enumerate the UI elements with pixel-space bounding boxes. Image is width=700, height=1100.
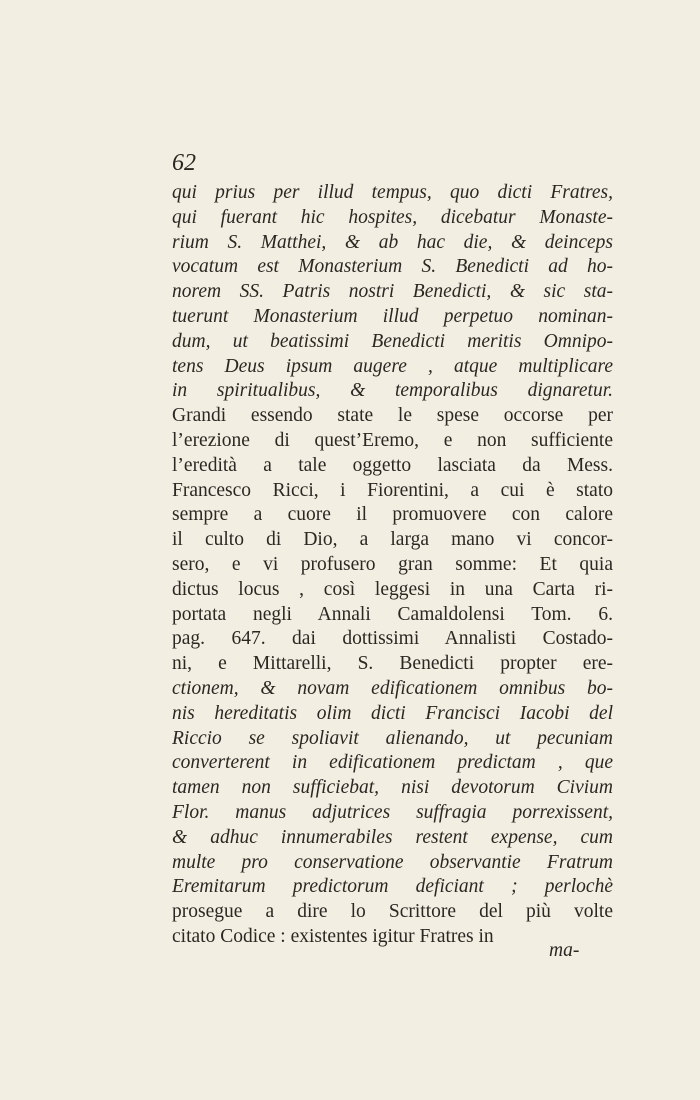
text-line: norem SS. Patris nostri Benedicti, & sic sta- <box>172 281 613 303</box>
text-line: tens Deus ipsum augere , atque multiplicare <box>172 355 613 377</box>
text-line: dum, ut beatissimi Benedicti meritis Omnipo- <box>172 330 613 352</box>
text-line: multe pro conservatione observantie Fratrum <box>172 851 613 873</box>
page-number: 62 <box>172 150 196 176</box>
text-line: Flor. manus adjutrices suffragia porrexissent, <box>172 801 613 823</box>
text-line: qui fuerant hic hospites, dicebatur Monaste- <box>172 206 613 228</box>
text-line: l’eredità a tale oggetto lasciata da Mess. <box>172 454 613 476</box>
text-line: citato Codice : existentes igitur Fratres in <box>172 925 494 947</box>
text-line: sero, e vi profusero gran somme: Et quia <box>172 553 613 575</box>
text-line: converterent in edificationem predictam , que <box>172 752 613 774</box>
text-line: Eremitarum predictorum deficiant ; perlochè <box>172 876 613 898</box>
text-line: ni, e Mittarelli, S. Benedicti propter ere- <box>172 653 613 675</box>
text-line: prosegue a dire lo Scrittore del più volte <box>172 901 613 923</box>
text-line: & adhuc innumerabiles restent expense, cum <box>172 826 613 848</box>
text-line: Riccio se spoliavit alienando, ut pecuniam <box>172 727 613 749</box>
text-line: Francesco Ricci, i Fiorentini, a cui è stato <box>172 479 613 501</box>
text-line: vocatum est Monasterium S. Benedicti ad ho- <box>172 256 613 278</box>
text-block <box>172 181 613 950</box>
text-line: l’erezione di quest’Eremo, e non sufficiente <box>172 429 613 451</box>
text-line: tamen non sufficiebat, nisi devotorum Civium <box>172 777 613 799</box>
text-line: in spiritualibus, & temporalibus dignaretur. <box>172 380 613 402</box>
text-line: tuerunt Monasterium illud perpetuo nominan- <box>172 305 613 327</box>
text-line: dictus locus , così leggesi in una Carta ri- <box>172 578 613 600</box>
text-line: ctionem, & novam edificationem omnibus bo- <box>172 677 613 699</box>
text-line: sempre a cuore il promuovere con calore <box>172 504 613 526</box>
text-line: qui prius per illud tempus, quo dicti Fratres, <box>172 182 613 203</box>
text-line: Grandi essendo state le spese occorse per <box>172 405 613 427</box>
text-line: il culto di Dio, a larga mano vi concor- <box>172 529 613 551</box>
text-line: rium S. Matthei, & ab hac die, & deinceps <box>172 231 613 253</box>
catchword: ma- <box>549 940 580 961</box>
text-line: nis hereditatis olim dicti Francisci Iacobi del <box>172 702 613 724</box>
text-line: pag. 647. dai dottissimi Annalisti Costado- <box>172 628 613 650</box>
text-line: portata negli Annali Camaldolensi Tom. 6. <box>172 603 613 625</box>
